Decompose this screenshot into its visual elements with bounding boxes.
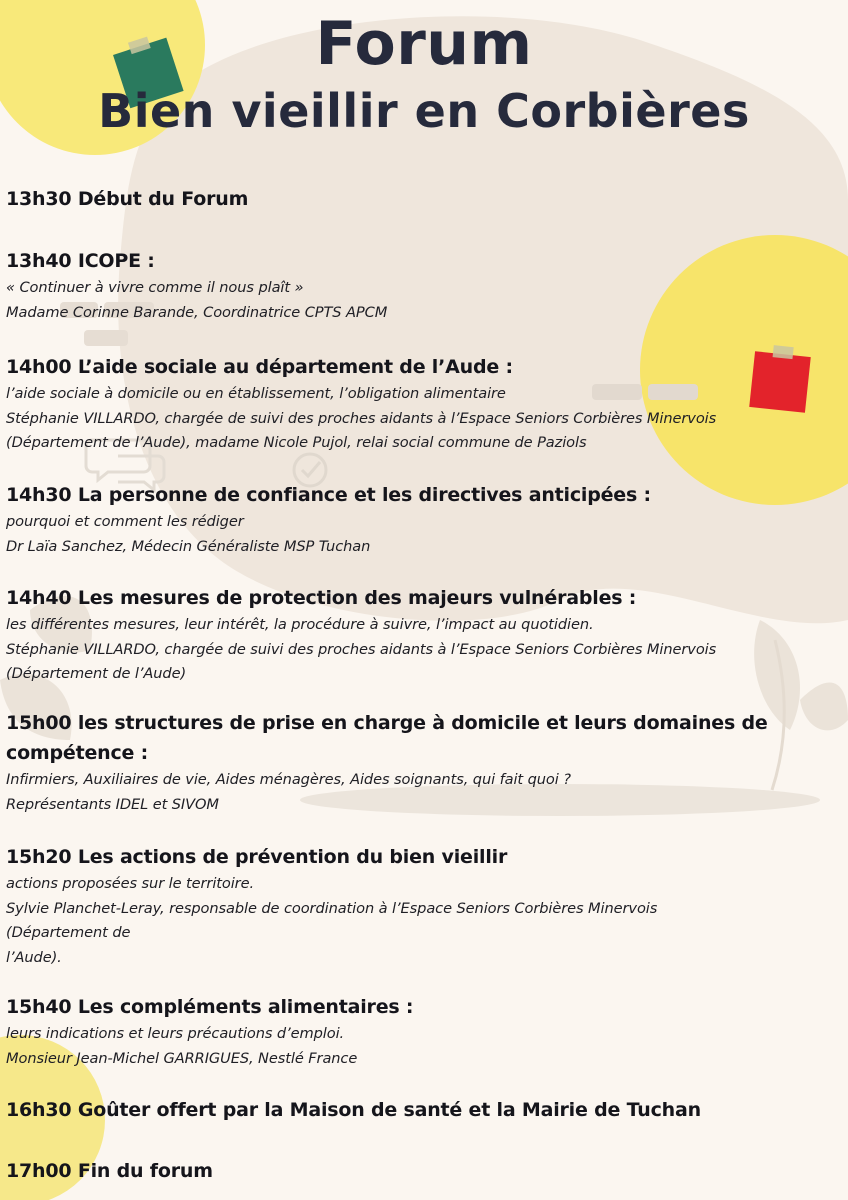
item-heading: 13h40 ICOPE : bbox=[6, 250, 155, 272]
item-heading: 14h00 L’aide sociale au département de l’Aude : bbox=[6, 356, 513, 378]
item-detail: Sylvie Planchet-Leray, responsable de coordination à l’Espace Seniors Corbières Minervois bbox=[6, 899, 658, 917]
schedule-item bbox=[6, 842, 844, 970]
item-detail: Dr Laïa Sanchez, Médecin Généraliste MSP Tuchan bbox=[6, 537, 371, 555]
schedule-item bbox=[6, 992, 844, 1071]
item-heading: 16h30 Goûter offert par la Maison de santé et la Mairie de Tuchan bbox=[6, 1099, 701, 1121]
item-detail: Madame Corinne Barande, Coordinatrice CPTS APCM bbox=[6, 303, 388, 321]
item-detail: Représentants IDEL et SIVOM bbox=[6, 795, 219, 813]
schedule-item bbox=[6, 583, 844, 687]
item-detail: actions proposées sur le territoire. bbox=[6, 875, 254, 892]
item-detail: pourquoi et comment les rédiger bbox=[6, 513, 244, 530]
schedule-item bbox=[6, 246, 844, 325]
title-subtitle: Bien vieillir en Corbières bbox=[98, 84, 750, 138]
item-detail: Stéphanie VILLARDO, chargée de suivi des proches aidants à l’Espace Seniors Corbières Minervois bbox=[6, 409, 717, 427]
item-detail: (Département de bbox=[6, 924, 131, 941]
item-detail: l’aide sociale à domicile ou en établissement, l’obligation alimentaire bbox=[6, 385, 506, 402]
schedule-item bbox=[6, 1156, 844, 1186]
schedule-item bbox=[6, 1095, 844, 1125]
item-detail: Stéphanie VILLARDO, chargée de suivi des proches aidants à l’Espace Seniors Corbières Minervois bbox=[6, 640, 717, 658]
item-detail: (Département de l’Aude) bbox=[6, 665, 187, 682]
schedule-item bbox=[6, 184, 844, 214]
schedule-item bbox=[6, 708, 844, 817]
schedule-item bbox=[6, 480, 844, 559]
item-heading: 14h40 Les mesures de protection des majeurs vulnérables : bbox=[6, 587, 637, 609]
item-heading: 15h20 Les actions de prévention du bien vieillir bbox=[6, 846, 508, 868]
schedule-item bbox=[6, 352, 844, 456]
item-detail: (Département de l’Aude), madame Nicole Pujol, relai social commune de Paziols bbox=[6, 434, 587, 451]
item-detail: Monsieur Jean-Michel GARRIGUES, Nestlé France bbox=[6, 1049, 358, 1067]
item-heading: 17h00 Fin du forum bbox=[6, 1160, 213, 1182]
item-heading: 15h40 Les compléments alimentaires : bbox=[6, 996, 414, 1018]
item-heading: 14h30 La personne de confiance et les directives anticipées : bbox=[6, 484, 651, 506]
item-heading: 15h00 les structures de prise en charge à domicile et leurs domaines de bbox=[6, 712, 768, 734]
item-heading-continued: compétence : bbox=[6, 742, 149, 764]
title-forum: Forum bbox=[315, 9, 533, 79]
item-detail: « Continuer à vivre comme il nous plaît » bbox=[6, 279, 304, 296]
item-detail: leurs indications et leurs précautions d’emploi. bbox=[6, 1025, 345, 1042]
item-detail: les différentes mesures, leur intérêt, la procédure à suivre, l’impact au quotidien. bbox=[6, 616, 594, 633]
item-detail: l’Aude). bbox=[6, 948, 62, 966]
item-heading: 13h30 Début du Forum bbox=[6, 188, 249, 210]
item-detail: Infirmiers, Auxiliaires de vie, Aides ménagères, Aides soignants, qui fait quoi ? bbox=[6, 771, 571, 788]
